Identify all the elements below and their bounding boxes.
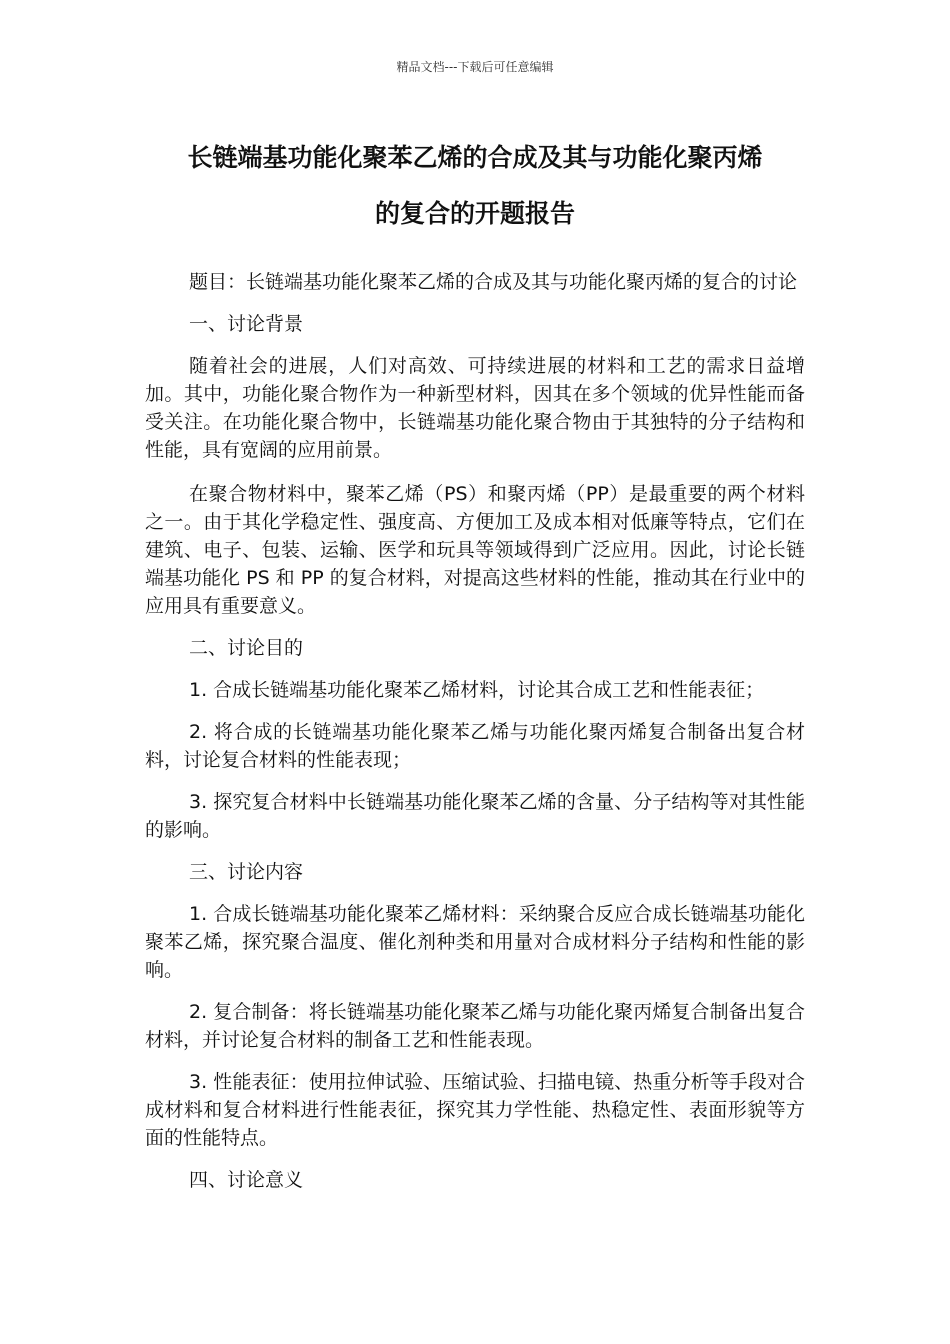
page-header: 精品文档---下载后可任意编辑	[396, 60, 554, 74]
section-heading-significance: 四、讨论意义	[189, 1169, 304, 1191]
content-item-1: 1. 合成长链端基功能化聚苯乙烯材料：采纳聚合反应合成长链端基功能化聚苯乙烯，探究聚合温度、催化剂种类和用量对合成材料分子结构和性能的影响。	[145, 903, 805, 981]
content-item-3: 3. 性能表征：使用拉伸试验、压缩试验、扫描电镜、热重分析等手段对合成材料和复合材料进行性能表征，探究其力学性能、热稳定性、表面形貌等方面的性能特点。	[145, 1071, 805, 1149]
document-body	[145, 268, 805, 1194]
purpose-item-3: 3. 探究复合材料中长链端基功能化聚苯乙烯的含量、分子结构等对其性能的影响。	[145, 791, 805, 841]
purpose-item-1: 1. 合成长链端基功能化聚苯乙烯材料，讨论其合成工艺和性能表征；	[189, 679, 765, 701]
background-paragraph-2: 在聚合物材料中，聚苯乙烯（PS）和聚丙烯（PP）是最重要的两个材料之一。由于其化学稳定性、强度高、方便加工及成本相对低廉等特点，它们在建筑、电子、包装、运输、医学和玩具等领域得到广泛应用。因此，讨论长链端基功能化 PS 和 PP 的复合材料，对提高这些材料的性能，推动其在行业中的应用具有重要意义。	[145, 483, 805, 617]
section-heading-purpose: 二、讨论目的	[189, 637, 304, 659]
purpose-item-2: 2. 将合成的长链端基功能化聚苯乙烯与功能化聚丙烯复合制备出复合材料，讨论复合材料的性能表现；	[145, 721, 805, 771]
title-line-2: 的复合的开题报告	[374, 199, 575, 228]
content-item-2: 2. 复合制备：将长链端基功能化聚苯乙烯与功能化聚丙烯复合制备出复合材料，并讨论复合材料的制备工艺和性能表现。	[145, 1001, 805, 1051]
section-heading-background: 一、讨论背景	[189, 313, 304, 335]
title-line-1: 长链端基功能化聚苯乙烯的合成及其与功能化聚丙烯	[187, 143, 763, 172]
background-paragraph-1: 随着社会的进展，人们对高效、可持续进展的材料和工艺的需求日益增加。其中，功能化聚合物作为一种新型材料，因其在多个领域的优异性能而备受关注。在功能化聚合物中，长链端基功能化聚合物由于其独特的分子结构和性能，具有宽阔的应用前景。	[145, 355, 805, 461]
document-title	[0, 130, 950, 242]
topic-paragraph: 题目：长链端基功能化聚苯乙烯的合成及其与功能化聚丙烯的复合的讨论	[189, 271, 798, 293]
section-heading-content: 三、讨论内容	[189, 861, 304, 883]
